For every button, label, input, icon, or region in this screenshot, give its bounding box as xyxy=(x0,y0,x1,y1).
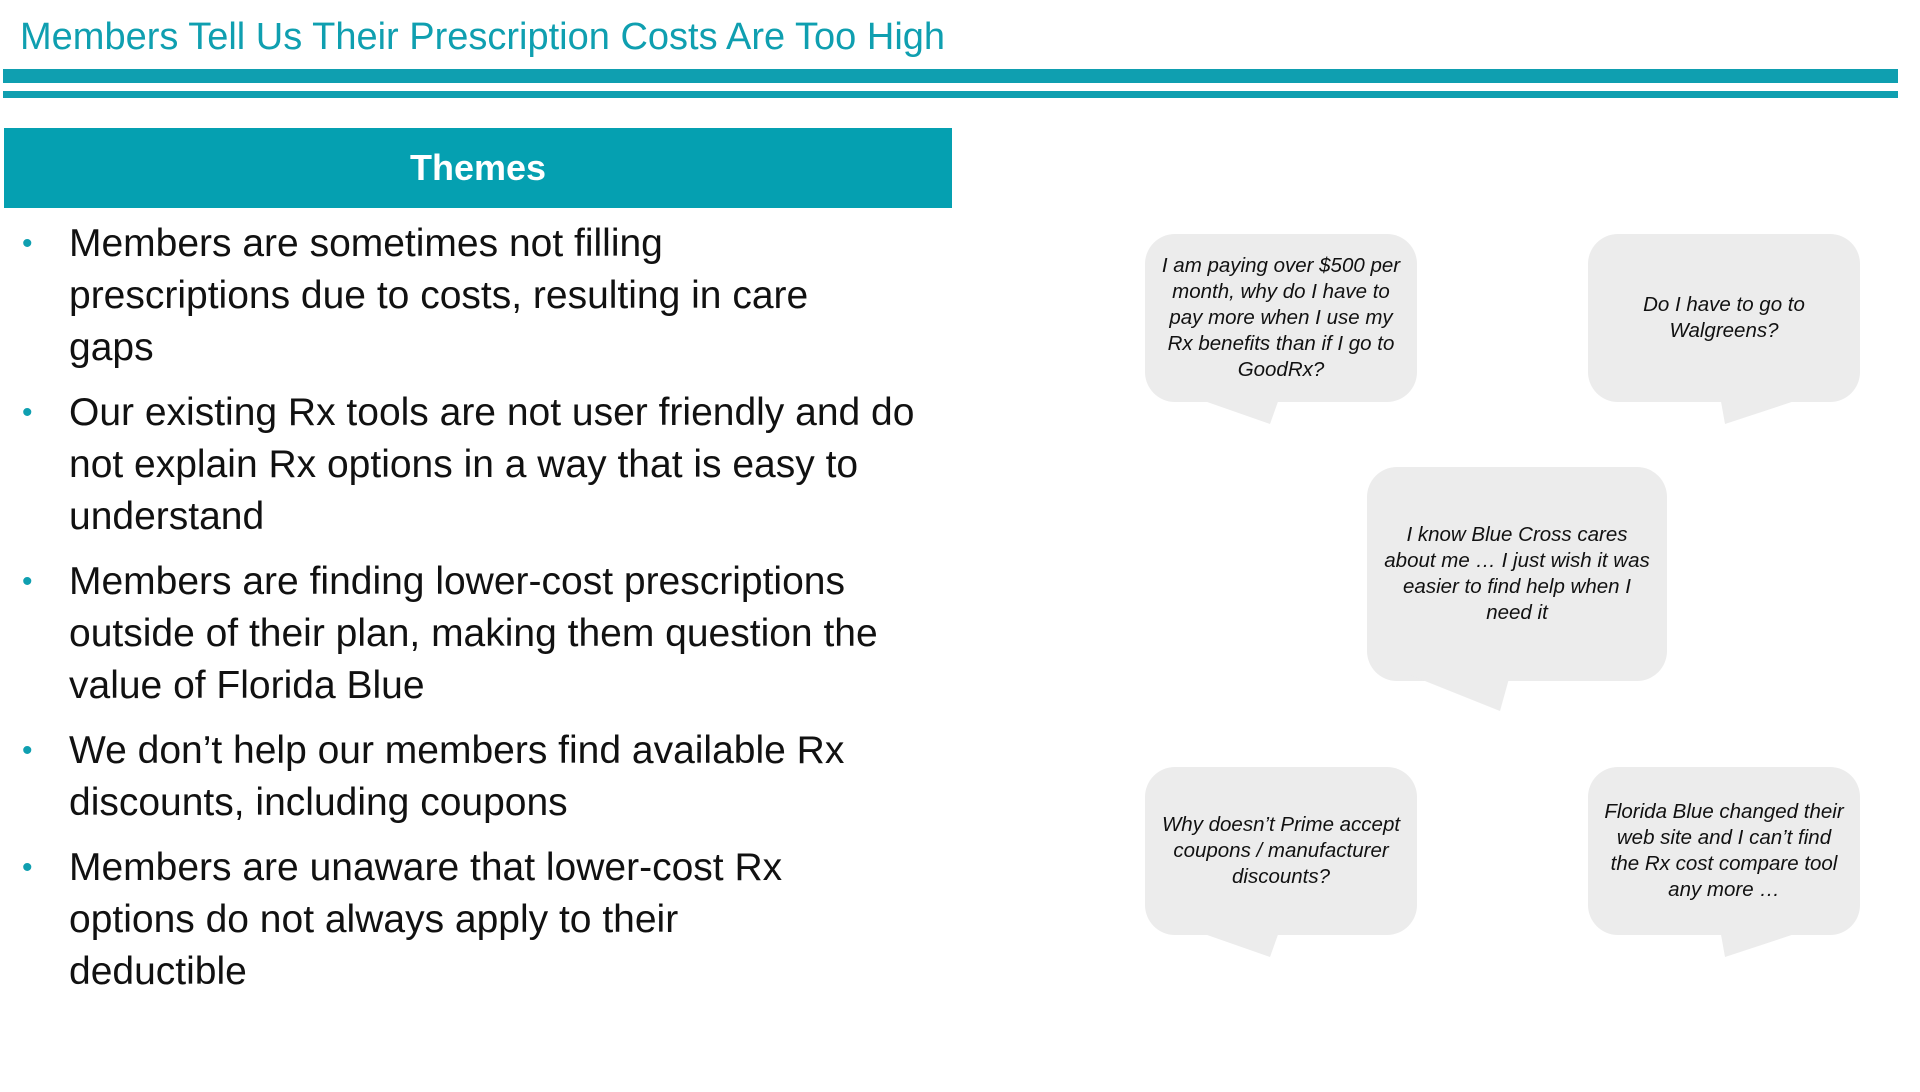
quote-bubble-tail xyxy=(1190,929,1280,959)
themes-header xyxy=(4,128,952,208)
quote-bubble-walgreens xyxy=(1588,234,1860,402)
theme-text: Our existing Rx tools are not user friendly and do not explain Rx options in a way that is easy to understand xyxy=(69,391,915,538)
bullet-icon: • xyxy=(22,565,33,598)
theme-item xyxy=(18,387,958,543)
slide-title: Members Tell Us Their Prescription Costs Are Too High xyxy=(20,16,946,58)
theme-text: Members are sometimes not filling prescriptions due to costs, resulting in care gaps xyxy=(69,222,809,369)
quote-bubble-tail xyxy=(1410,675,1510,713)
quote-bubble-tail xyxy=(1190,396,1280,426)
themes-header-label: Themes xyxy=(409,147,547,188)
theme-text: We don’t help our members find available Rx discounts, including coupons xyxy=(69,729,845,824)
quote-bubble-tail xyxy=(1720,396,1810,426)
theme-item xyxy=(18,556,958,712)
bullet-icon: • xyxy=(22,734,33,767)
quote-text: Why doesn’t Prime accept coupons / manufacturer discounts? xyxy=(1161,813,1401,888)
theme-item xyxy=(18,218,839,374)
title-rule-thick xyxy=(3,69,1898,83)
quote-text: I know Blue Cross cares about me … I just wish it was easier to find help when I need it xyxy=(1384,523,1650,624)
bullet-icon: • xyxy=(22,227,33,260)
theme-text: Members are unaware that lower-cost Rx options do not always apply to their deductible xyxy=(69,846,783,993)
quote-bubble-compare-tool xyxy=(1588,767,1860,935)
title-rule-thin xyxy=(3,91,1898,98)
theme-text: Members are finding lower-cost prescriptions outside of their plan, making them question the value of Florida Blue xyxy=(69,560,878,707)
theme-item xyxy=(18,842,839,998)
quote-bubble-blue-cross xyxy=(1367,467,1667,681)
theme-list xyxy=(18,218,958,1011)
quote-text: Do I have to go to Walgreens? xyxy=(1643,293,1805,342)
quote-bubble-tail xyxy=(1720,929,1810,959)
quote-bubble-prime-coupons xyxy=(1145,767,1417,935)
quote-text: I am paying over $500 per month, why do I have to pay more when I use my Rx benefits than if I go to GoodRx? xyxy=(1161,254,1401,381)
theme-item xyxy=(18,725,958,829)
quote-text: Florida Blue changed their web site and I can’t find the Rx cost compare tool any more … xyxy=(1604,800,1844,901)
quote-bubble-goodrx xyxy=(1145,234,1417,402)
bullet-icon: • xyxy=(22,851,33,884)
bullet-icon: • xyxy=(22,396,33,429)
